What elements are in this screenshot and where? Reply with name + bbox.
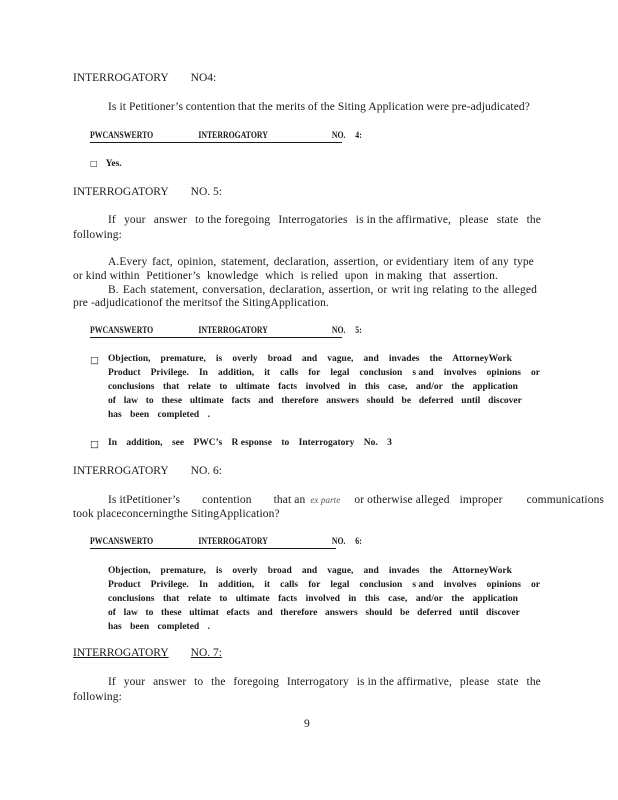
word: R esponse: [231, 438, 272, 448]
word: ultimat: [189, 608, 219, 618]
word: If: [108, 676, 116, 688]
word: that: [428, 270, 447, 282]
word: efacts: [226, 608, 250, 618]
r5-obj-line1: [108, 354, 512, 364]
word: this: [364, 382, 380, 392]
word: for: [308, 580, 321, 590]
heading-label: INTERROGATORY: [73, 186, 169, 198]
page-number: 9: [304, 718, 310, 730]
word: .: [207, 410, 210, 420]
resp-num: 4:: [355, 131, 362, 141]
word: this: [364, 594, 380, 604]
word: type: [513, 256, 534, 268]
word: and: [257, 608, 273, 618]
q6-line2: [73, 508, 280, 520]
word: Product: [108, 580, 141, 590]
heading-number: NO. 6:: [190, 465, 222, 477]
word: law: [123, 396, 138, 406]
word: Product: [108, 368, 141, 378]
word: facts: [231, 396, 251, 406]
q6-line1: [108, 494, 604, 506]
word: In: [198, 580, 208, 590]
r5-obj-line3: [108, 382, 518, 392]
word: opinions: [486, 580, 521, 590]
word: in: [348, 382, 357, 392]
word: knowledge: [207, 270, 259, 282]
word: involves: [443, 580, 477, 590]
word: therefore: [280, 608, 318, 618]
word: these: [161, 608, 182, 618]
word: the: [451, 594, 464, 604]
word: legal: [330, 580, 350, 590]
word: conclusions: [108, 382, 155, 392]
word: conclusion: [359, 580, 403, 590]
r6-obj-line5: [108, 622, 210, 632]
response-6-header: [90, 537, 362, 547]
word: Interrogatory: [286, 676, 349, 688]
word: were: [426, 101, 450, 113]
r5-obj-line5: [108, 410, 210, 420]
word: for: [308, 368, 321, 378]
word: that: [162, 382, 180, 392]
word: vague,: [327, 566, 354, 576]
resp-no: NO.: [331, 326, 346, 336]
word: discover: [488, 396, 522, 406]
word: Objection,: [108, 354, 151, 364]
resp-interrogatory: INTERROGATORY: [198, 537, 268, 547]
word: should: [366, 396, 394, 406]
word: completed: [157, 410, 200, 420]
r6-obj-line1: [108, 566, 512, 576]
bullet-icon: □: [90, 439, 99, 450]
word: it: [264, 368, 271, 378]
word: pre -adjudication: [73, 297, 153, 309]
word: should: [365, 608, 393, 618]
interrogatory-4-heading: [73, 72, 216, 84]
resp-no: NO.: [331, 537, 346, 547]
word: or evidentiary: [383, 256, 449, 268]
word: addition,: [218, 580, 255, 590]
q6-text-b: contention: [202, 494, 252, 506]
q6-text-d: or otherwise alleged: [354, 494, 450, 506]
word: Privilege.: [150, 368, 189, 378]
word: AttorneyWork: [452, 354, 512, 364]
word: concerning: [121, 508, 174, 520]
word: in making: [374, 270, 423, 282]
word: relating: [432, 284, 469, 296]
word: been: [130, 622, 150, 632]
word: 3: [387, 438, 392, 448]
word: overly: [232, 354, 258, 364]
word: invades: [388, 566, 420, 576]
word: broad: [267, 354, 292, 364]
word: deferred: [418, 396, 454, 406]
word: involved: [305, 382, 340, 392]
interrogatory-6-heading: [73, 465, 222, 477]
word: upon: [344, 270, 369, 282]
heading-label: INTERROGATORY: [73, 465, 169, 477]
word: your: [123, 676, 146, 688]
word: and: [363, 566, 379, 576]
word: invades: [388, 354, 420, 364]
word: the: [526, 676, 541, 688]
word: to: [281, 438, 290, 448]
interrogatory-7-heading: [73, 647, 222, 659]
word: conclusion: [359, 368, 403, 378]
r6-obj-line2: [108, 580, 540, 590]
word: be: [399, 608, 410, 618]
word: is in the affirmative,: [355, 214, 452, 226]
answer-text: Yes.: [105, 159, 122, 169]
word: has: [108, 622, 122, 632]
word: conclusions: [108, 594, 155, 604]
word: addition,: [218, 368, 255, 378]
word: therefore: [281, 396, 319, 406]
word: please: [459, 676, 490, 688]
word: to: [145, 608, 154, 618]
word: the: [211, 676, 226, 688]
word: s and: [412, 580, 434, 590]
word: that: [162, 594, 180, 604]
word: premature,: [160, 354, 206, 364]
word: and/or: [415, 382, 443, 392]
resp-label: PWCANSWERTO: [90, 326, 154, 336]
word: to: [145, 396, 154, 406]
word: which: [265, 270, 294, 282]
word: legal: [330, 368, 350, 378]
word: it: [264, 580, 271, 590]
word: assertion.: [453, 270, 498, 282]
word: of the merits: [152, 297, 213, 309]
word: involved: [305, 594, 340, 604]
heading-number: NO4:: [190, 72, 217, 84]
word: of any: [479, 256, 509, 268]
resp-interrogatory: INTERROGATORY: [198, 131, 268, 141]
word: and: [301, 354, 318, 364]
word: Each: [122, 284, 147, 296]
word: or kind within: [73, 270, 140, 282]
q7-line1: [108, 676, 541, 688]
word: relate: [187, 382, 211, 392]
word: or: [377, 284, 388, 296]
q5-line2: following:: [73, 229, 122, 241]
word: A.Every: [108, 256, 148, 268]
word: answer: [153, 676, 187, 688]
word: the: [451, 382, 464, 392]
word: the: [429, 354, 443, 364]
r6-obj-line4: [108, 608, 520, 618]
q5-line1: [108, 214, 541, 226]
word: discover: [486, 608, 520, 618]
response-4-header: [90, 131, 362, 141]
word: ultimate: [189, 396, 224, 406]
word: has: [108, 410, 122, 420]
resp-label: PWCANSWERTO: [90, 537, 154, 547]
resp-interrogatory: INTERROGATORY: [198, 326, 268, 336]
heading-number: NO. 7:: [190, 647, 222, 659]
q6-text-c: that an: [273, 494, 306, 506]
word: state: [497, 676, 519, 688]
word: declaration,: [269, 284, 325, 296]
word: In: [198, 368, 208, 378]
word: declaration,: [273, 256, 329, 268]
word: to: [219, 382, 228, 392]
word: If: [108, 214, 116, 226]
word: writ ing: [391, 284, 429, 296]
word: and: [301, 566, 318, 576]
word: facts: [278, 594, 298, 604]
word: until: [459, 608, 479, 618]
word: B.: [108, 284, 119, 296]
word: Is it Petitioner’s: [108, 101, 184, 113]
resp-num: 5:: [355, 326, 362, 336]
word: and: [258, 396, 274, 406]
r6-obj-line3: [108, 594, 518, 604]
bullet-icon: □: [90, 355, 99, 366]
word: of the Siting Application: [307, 101, 424, 113]
word: .: [207, 622, 210, 632]
word: assertion,: [333, 256, 379, 268]
word: please: [459, 214, 489, 226]
word: answers: [325, 608, 358, 618]
word: vague,: [327, 354, 354, 364]
word: that the merits: [237, 101, 306, 113]
r5-addition: [108, 438, 392, 448]
response-4-underline: [90, 142, 342, 143]
word: the SitingApplication?: [173, 508, 280, 520]
word: In: [108, 438, 117, 448]
word: your: [124, 214, 146, 226]
word: of: [108, 396, 116, 406]
word: answer: [153, 214, 187, 226]
word: the: [429, 566, 443, 576]
heading-number: NO. 5:: [190, 186, 222, 198]
word: facts: [278, 382, 298, 392]
word: statement,: [221, 256, 270, 268]
response-5-header: [90, 326, 362, 336]
word: is relied: [300, 270, 339, 282]
word: is: [215, 354, 223, 364]
word: broad: [267, 566, 292, 576]
word: or: [531, 580, 540, 590]
word: Objection,: [108, 566, 151, 576]
bullet-icon: □: [90, 159, 98, 168]
word: calls: [280, 368, 299, 378]
word: and: [363, 354, 379, 364]
word: case,: [388, 594, 408, 604]
word: opinion,: [177, 256, 217, 268]
heading-label: INTERROGATORY: [73, 72, 169, 84]
word: pre-adjudicated?: [451, 101, 530, 113]
word: see: [171, 438, 185, 448]
word: addition,: [126, 438, 163, 448]
response-4-answer: [90, 159, 122, 169]
word: or: [531, 368, 540, 378]
word: to the: [472, 284, 499, 296]
q5-b-line1: [108, 284, 537, 296]
word: item: [453, 256, 475, 268]
word: calls: [280, 580, 299, 590]
word: contention: [185, 101, 236, 113]
word: ultimate: [235, 594, 270, 604]
word: fact,: [152, 256, 173, 268]
word: and/or: [415, 594, 443, 604]
q5-b-line2: [73, 297, 329, 309]
word: application: [472, 382, 518, 392]
word: application: [472, 594, 518, 604]
word: answers: [326, 396, 359, 406]
word: Interrogatories: [278, 214, 348, 226]
word: of: [108, 608, 116, 618]
word: is in the affirmative,: [356, 676, 452, 688]
word: completed: [157, 622, 200, 632]
word: foregoing: [233, 676, 280, 688]
q6-text-f: communications: [526, 494, 605, 506]
word: until: [461, 396, 481, 406]
word: conversation,: [202, 284, 266, 296]
word: Privilege.: [150, 580, 189, 590]
word: ultimate: [235, 382, 270, 392]
word: to: [219, 594, 228, 604]
word: premature,: [160, 566, 206, 576]
word: is: [215, 566, 223, 576]
response-5-underline: [90, 337, 342, 338]
word: involves: [443, 368, 477, 378]
word: PWC’s: [193, 438, 223, 448]
word: Petitioner’s: [146, 270, 201, 282]
word: AttorneyWork: [452, 566, 512, 576]
word: to: [194, 676, 204, 688]
r5-obj-line2: [108, 368, 540, 378]
q6-text-e: improper: [459, 494, 503, 506]
word: alleged: [503, 284, 537, 296]
word: opinions: [486, 368, 521, 378]
heading-label: INTERROGATORY: [73, 647, 169, 659]
interrogatory-5-heading: [73, 186, 222, 198]
word: assertion,: [328, 284, 374, 296]
word: took place: [73, 508, 122, 520]
word: law: [123, 608, 138, 618]
word: Interrogatory: [298, 438, 355, 448]
word: case,: [388, 382, 408, 392]
word: s and: [412, 368, 434, 378]
q6-ex-parte: ex parte: [310, 495, 341, 505]
word: be: [401, 396, 412, 406]
r5-obj-line4: [108, 396, 522, 406]
resp-no: NO.: [331, 131, 346, 141]
response-6-underline: [90, 548, 336, 549]
word: been: [130, 410, 150, 420]
q7-line2: following:: [73, 691, 122, 703]
word: No.: [363, 438, 378, 448]
word: in: [348, 594, 357, 604]
word: the: [526, 214, 541, 226]
word: of the SitingApplication.: [212, 297, 329, 309]
word: state: [496, 214, 519, 226]
resp-num: 6:: [355, 537, 362, 547]
word: relate: [187, 594, 211, 604]
word: statement,: [150, 284, 199, 296]
interrogatory-4-question: [108, 101, 530, 113]
q5-a-line2: [73, 270, 498, 282]
word: deferred: [417, 608, 452, 618]
q6-text-a: Is itPetitioner’s: [108, 494, 181, 506]
word: to the foregoing: [195, 214, 271, 226]
resp-label: PWCANSWERTO: [90, 131, 154, 141]
word: overly: [232, 566, 258, 576]
q5-a-line1: [108, 256, 534, 268]
word: these: [161, 396, 183, 406]
